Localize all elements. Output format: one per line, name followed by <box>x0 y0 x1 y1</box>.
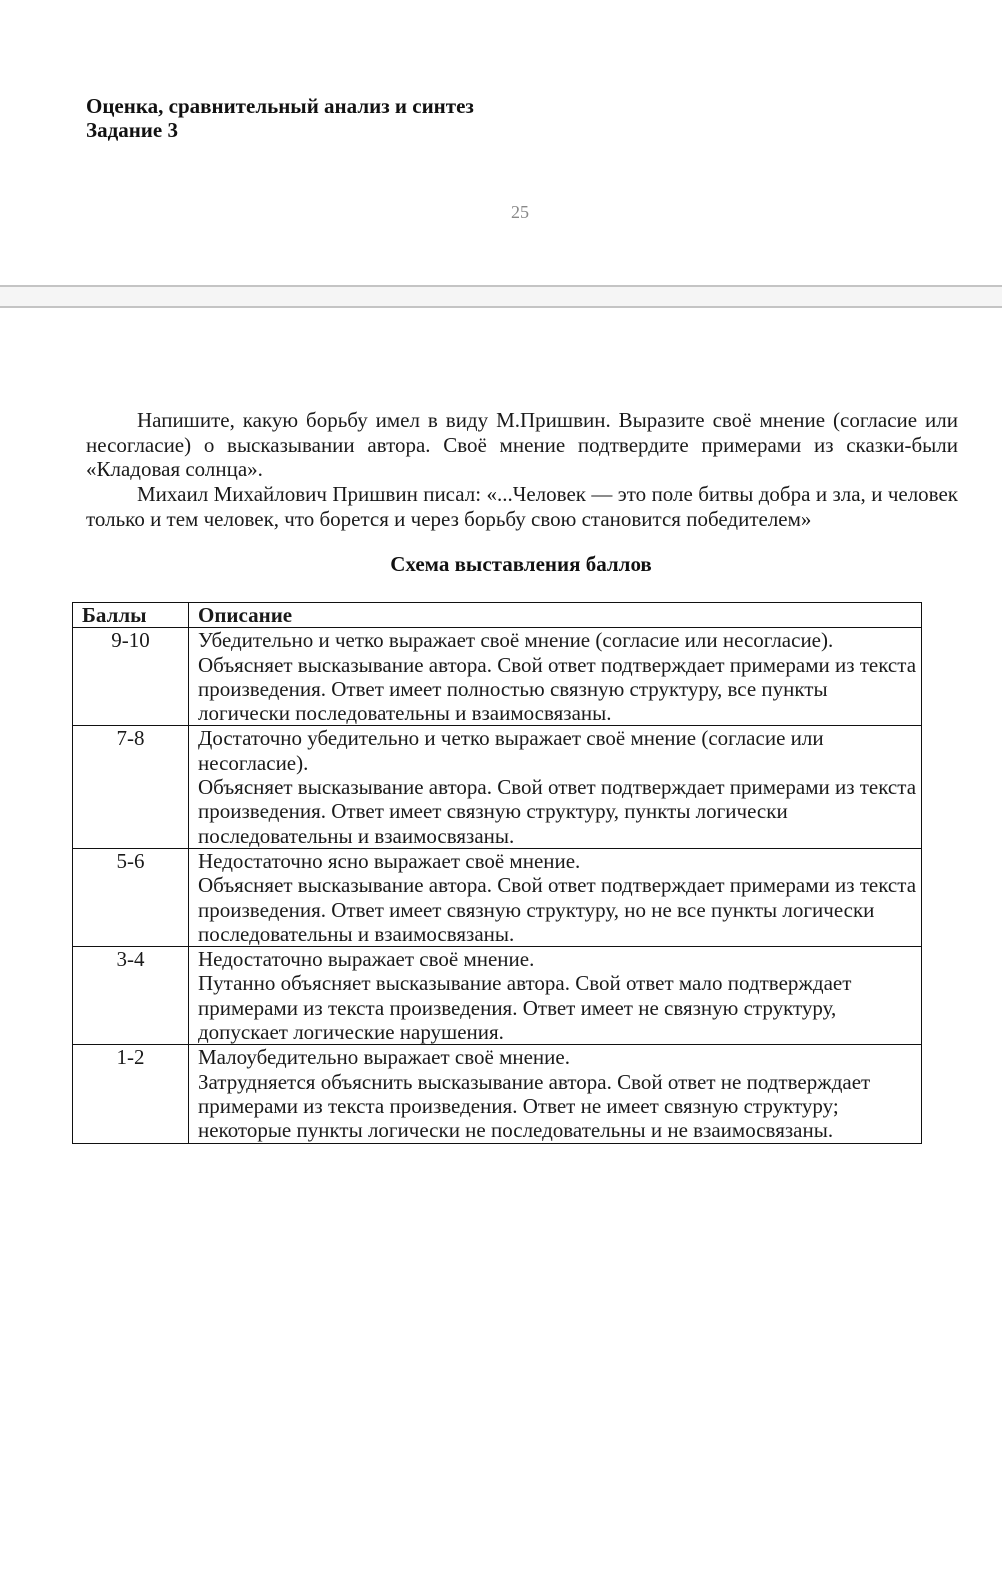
description-line: Затрудняется объяснить высказывание автора. Свой ответ не подтверждает примерами из текста произведения. Ответ не имеет связную структуру; некоторые пункты логически не последовательны и не взаимосвязаны. <box>198 1069 871 1143</box>
table-header-row <box>73 603 922 628</box>
description-line: Недостаточно выражает своё мнение. <box>198 947 535 972</box>
scoring-scheme-title: Схема выставления баллов <box>390 552 652 576</box>
description-line: Малоубедительно выражает своё мнение. <box>198 1045 570 1070</box>
column-header-description: Описание <box>189 603 922 628</box>
scoring-table <box>72 602 922 1144</box>
description-cell <box>189 947 922 1045</box>
points-cell: 3-4 <box>73 947 189 1045</box>
page-number: 25 <box>511 202 529 222</box>
description-line: Убедительно и четко выражает своё мнение (согласие или несогласие). <box>198 628 834 653</box>
description-cell <box>189 726 922 848</box>
page-break-separator <box>0 285 1002 308</box>
points-cell: 1-2 <box>73 1045 189 1143</box>
heading-title: Оценка, сравнительный анализ и синтез <box>86 94 474 118</box>
description-line: Объясняет высказывание автора. Свой ответ подтверждает примерами из текста произведения. Ответ имеет связную структуру, пункты логически последовательны и взаимосвязаны. <box>198 775 917 848</box>
points-cell: 9-10 <box>73 628 189 726</box>
description-cell <box>189 848 922 946</box>
section-heading <box>86 94 474 142</box>
description-cell <box>189 628 922 726</box>
table-row <box>73 628 922 726</box>
table-row <box>73 848 922 946</box>
column-header-points: Баллы <box>73 603 189 628</box>
points-cell: 5-6 <box>73 848 189 946</box>
table-row <box>73 726 922 848</box>
quote-paragraph: Михаил Михайлович Пришвин писал: «...Человек — это поле битвы добра и зла, и человек только и тем человек, что борется и через борьбу свою становится победителем» <box>86 482 958 531</box>
table-row <box>73 1045 922 1143</box>
description-line: Путанно объясняет высказывание автора. Свой ответ мало подтверждает примерами из текста произведения. Ответ имеет не связную структуру, допускает логические нарушения. <box>198 971 852 1045</box>
description-line: Недостаточно ясно выражает своё мнение. <box>198 848 581 873</box>
points-cell: 7-8 <box>73 726 189 848</box>
description-line: Объясняет высказывание автора. Свой ответ подтверждает примерами из текста произведения. Ответ имеет полностью связную структуру, все пункты логически последовательны и взаимосвязаны. <box>198 652 917 726</box>
task-prompt-paragraph: Напишите, какую борьбу имел в виду М.Пришвин. Выразите своё мнение (согласие или несогласие) о высказывании автора. Своё мнение подтвердите примерами из сказки-были «Кладовая солнца». <box>86 408 958 481</box>
table-row <box>73 947 922 1045</box>
task-label: Задание 3 <box>86 118 178 142</box>
description-line: Объясняет высказывание автора. Свой ответ подтверждает примерами из текста произведения. Ответ имеет связную структуру, но не все пункты логически последовательны и взаимосвязаны. <box>198 873 917 946</box>
description-line: Достаточно убедительно и четко выражает своё мнение (согласие или несогласие). <box>198 726 824 775</box>
description-cell <box>189 1045 922 1143</box>
